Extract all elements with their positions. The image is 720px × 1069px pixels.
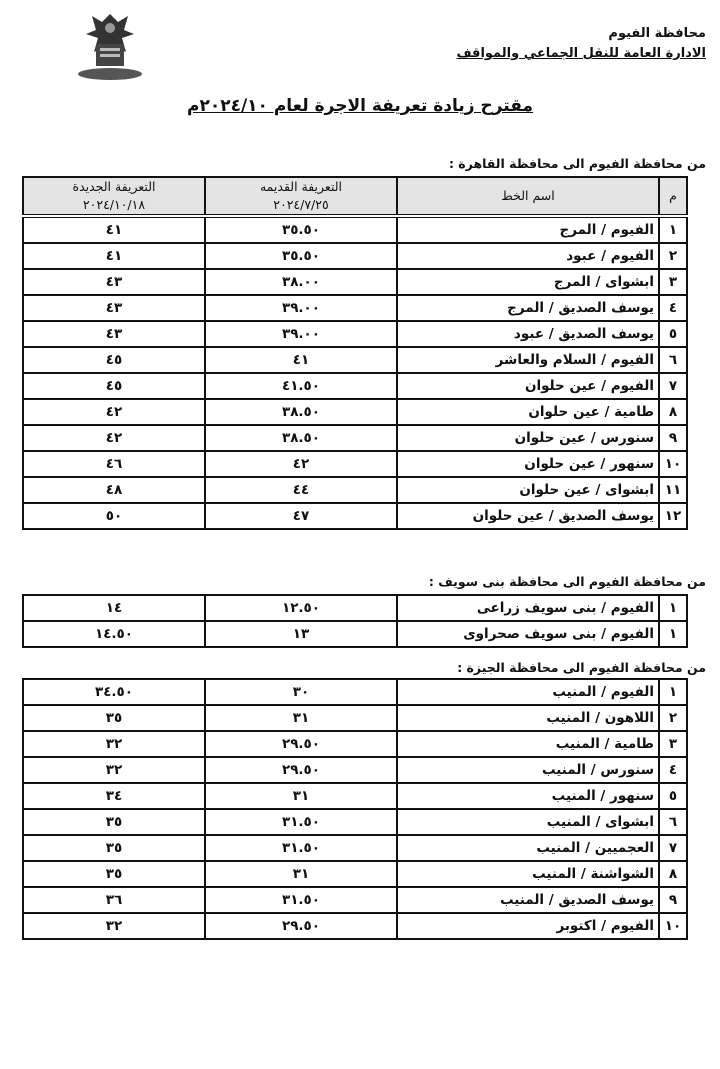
- row-number: ١: [659, 621, 687, 647]
- old-fare-value: ٣١.٥٠: [205, 835, 397, 861]
- route-name: يوسف الصديق / المرج: [397, 295, 659, 321]
- section-caption-beni-suef: من محافظة الفيوم الى محافظة بنى سويف :: [428, 574, 706, 589]
- route-name: يوسف الصديق / عين حلوان: [397, 503, 659, 529]
- new-fare-value: ٤٥: [23, 373, 205, 399]
- row-number: ٩: [659, 887, 687, 913]
- table-row: [23, 861, 687, 887]
- row-number: ٩: [659, 425, 687, 451]
- route-name: الشواشنة / المنيب: [397, 861, 659, 887]
- table-row: [23, 913, 687, 939]
- table-row: [23, 451, 687, 477]
- route-name: طامية / عين حلوان: [397, 399, 659, 425]
- table-row: [23, 621, 687, 647]
- new-fare-value: ٤٦: [23, 451, 205, 477]
- table-row: [23, 373, 687, 399]
- section-caption-cairo: من محافظة الفيوم الى محافظة القاهرة :: [448, 156, 706, 171]
- new-fare-value: ٣٥: [23, 835, 205, 861]
- column-header-route: [397, 177, 659, 216]
- route-name: الفيوم / المرج: [397, 216, 659, 243]
- column-header-num: [659, 177, 687, 216]
- table-row: [23, 503, 687, 529]
- route-name: يوسف الصديق / عبود: [397, 321, 659, 347]
- new-fare-value: ٤٣: [23, 321, 205, 347]
- route-name: الفيوم / اكتوبر: [397, 913, 659, 939]
- new-fare-value: ٤٥: [23, 347, 205, 373]
- old-fare-value: ٤١.٥٠: [205, 373, 397, 399]
- row-number: ٣: [659, 269, 687, 295]
- new-fare-value: ٥٠: [23, 503, 205, 529]
- table-row: [23, 321, 687, 347]
- old-fare-value: ٣٥.٥٠: [205, 243, 397, 269]
- old-fare-value: ٣١: [205, 705, 397, 731]
- department-name: الادارة العامة للنقل الجماعي والمواقف: [456, 46, 706, 61]
- fare-table-beni-suef: [22, 594, 688, 648]
- new-fare-value: ١٤: [23, 595, 205, 621]
- old-fare-value: ٤٤: [205, 477, 397, 503]
- new-fare-value: ٣٥: [23, 705, 205, 731]
- route-name: العجميين / المنيب: [397, 835, 659, 861]
- table-row: [23, 477, 687, 503]
- new-fare-value: ٣٤.٥٠: [23, 679, 205, 705]
- row-number: ٢: [659, 243, 687, 269]
- table-row: [23, 347, 687, 373]
- new-fare-value: ٣٢: [23, 913, 205, 939]
- route-name: سنهور / عين حلوان: [397, 451, 659, 477]
- new-fare-value: ٤١: [23, 216, 205, 243]
- old-fare-value: ٣٥.٥٠: [205, 216, 397, 243]
- new-fare-value: ٣٦: [23, 887, 205, 913]
- table-row: [23, 269, 687, 295]
- old-fare-value: ٣١.٥٠: [205, 809, 397, 835]
- column-header-old-fare: [205, 177, 397, 216]
- route-name: سنورس / المنيب: [397, 757, 659, 783]
- section-caption-giza: من محافظة الفيوم الى محافظة الجيزة :: [457, 660, 706, 675]
- table-row: [23, 295, 687, 321]
- column-header-new-fare: [23, 177, 205, 216]
- old-fare-value: ٣١: [205, 783, 397, 809]
- route-name: الفيوم / المنيب: [397, 679, 659, 705]
- old-fare-value: ١٢.٥٠: [205, 595, 397, 621]
- route-name: ابشواى / عين حلوان: [397, 477, 659, 503]
- route-name: الفيوم / بنى سويف صحراوى: [397, 621, 659, 647]
- route-name: ابشواى / المنيب: [397, 809, 659, 835]
- route-name: سنورس / عين حلوان: [397, 425, 659, 451]
- old-fare-value: ٣٠: [205, 679, 397, 705]
- old-fare-value: ٤٧: [205, 503, 397, 529]
- row-number: ١: [659, 679, 687, 705]
- new-fare-value: ٤٣: [23, 269, 205, 295]
- row-number: ٣: [659, 731, 687, 757]
- table-row: [23, 595, 687, 621]
- row-number: ١٢: [659, 503, 687, 529]
- document-title: مقترح زيادة تعريفة الاجرة لعام ٢٠٢٤/١٠م: [186, 96, 534, 116]
- table-row: [23, 809, 687, 835]
- new-fare-value: ٤٢: [23, 399, 205, 425]
- new-fare-value: ٣٢: [23, 731, 205, 757]
- row-number: ٦: [659, 347, 687, 373]
- governorate-name: محافظة الفيوم: [608, 26, 706, 41]
- table-row: [23, 216, 687, 243]
- route-name: الفيوم / بنى سويف زراعى: [397, 595, 659, 621]
- new-fare-value: ٣٤: [23, 783, 205, 809]
- new-fare-value: ٣٥: [23, 861, 205, 887]
- row-number: ٥: [659, 321, 687, 347]
- row-number: ٤: [659, 295, 687, 321]
- row-number: ٧: [659, 835, 687, 861]
- route-name: سنهور / المنيب: [397, 783, 659, 809]
- old-fare-value: ٣٨.٠٠: [205, 269, 397, 295]
- row-number: ١٠: [659, 451, 687, 477]
- route-name: يوسف الصديق / المنيب: [397, 887, 659, 913]
- table-row: [23, 731, 687, 757]
- row-number: ٢: [659, 705, 687, 731]
- new-fare-value: ١٤.٥٠: [23, 621, 205, 647]
- new-fare-value: ٣٥: [23, 809, 205, 835]
- fare-table-cairo: [22, 176, 688, 530]
- old-fare-value: ٣٨.٥٠: [205, 425, 397, 451]
- table-row: [23, 835, 687, 861]
- table-row: [23, 705, 687, 731]
- new-fare-label: التعريفة الجديدة: [72, 179, 156, 194]
- issuing-authority: [456, 24, 706, 64]
- row-number: ١: [659, 216, 687, 243]
- new-fare-date: ٢٠٢٤/١٠/١٨: [82, 197, 146, 212]
- route-name: طامية / المنيب: [397, 731, 659, 757]
- old-fare-value: ٣٩.٠٠: [205, 321, 397, 347]
- route-name: الفيوم / السلام والعاشر: [397, 347, 659, 373]
- route-name: الفيوم / عبود: [397, 243, 659, 269]
- old-fare-value: ٢٩.٥٠: [205, 731, 397, 757]
- row-number: ١٠: [659, 913, 687, 939]
- route-name: اللاهون / المنيب: [397, 705, 659, 731]
- table-row: [23, 757, 687, 783]
- row-number: ١١: [659, 477, 687, 503]
- row-number: ٥: [659, 783, 687, 809]
- old-fare-value: ٤٢: [205, 451, 397, 477]
- table-row: [23, 243, 687, 269]
- old-fare-label: التعريفة القديمه: [259, 179, 343, 194]
- route-name: الفيوم / عين حلوان: [397, 373, 659, 399]
- old-fare-value: ٢٩.٥٠: [205, 757, 397, 783]
- table-row: [23, 425, 687, 451]
- column-num-label: م: [669, 188, 677, 203]
- row-number: ٧: [659, 373, 687, 399]
- column-route-label: اسم الخط: [501, 188, 555, 203]
- row-number: ٨: [659, 399, 687, 425]
- new-fare-value: ٤٢: [23, 425, 205, 451]
- old-fare-value: ٣٩.٠٠: [205, 295, 397, 321]
- old-fare-value: ٣١: [205, 861, 397, 887]
- route-name: ابشواى / المرج: [397, 269, 659, 295]
- new-fare-value: ٤١: [23, 243, 205, 269]
- governorate-seal-icon: [72, 8, 148, 82]
- old-fare-value: ٣١.٥٠: [205, 887, 397, 913]
- old-fare-value: ١٣: [205, 621, 397, 647]
- new-fare-value: ٤٣: [23, 295, 205, 321]
- old-fare-value: ٤١: [205, 347, 397, 373]
- row-number: ١: [659, 595, 687, 621]
- row-number: ٨: [659, 861, 687, 887]
- row-number: ٤: [659, 757, 687, 783]
- table-header-row: [23, 177, 687, 216]
- new-fare-value: ٤٨: [23, 477, 205, 503]
- old-fare-value: ٢٩.٥٠: [205, 913, 397, 939]
- new-fare-value: ٣٢: [23, 757, 205, 783]
- old-fare-value: ٣٨.٥٠: [205, 399, 397, 425]
- fare-table-giza: [22, 678, 688, 940]
- old-fare-date: ٢٠٢٤/٧/٢٥: [273, 197, 329, 212]
- table-row: [23, 679, 687, 705]
- table-row: [23, 887, 687, 913]
- table-row: [23, 783, 687, 809]
- table-row: [23, 399, 687, 425]
- row-number: ٦: [659, 809, 687, 835]
